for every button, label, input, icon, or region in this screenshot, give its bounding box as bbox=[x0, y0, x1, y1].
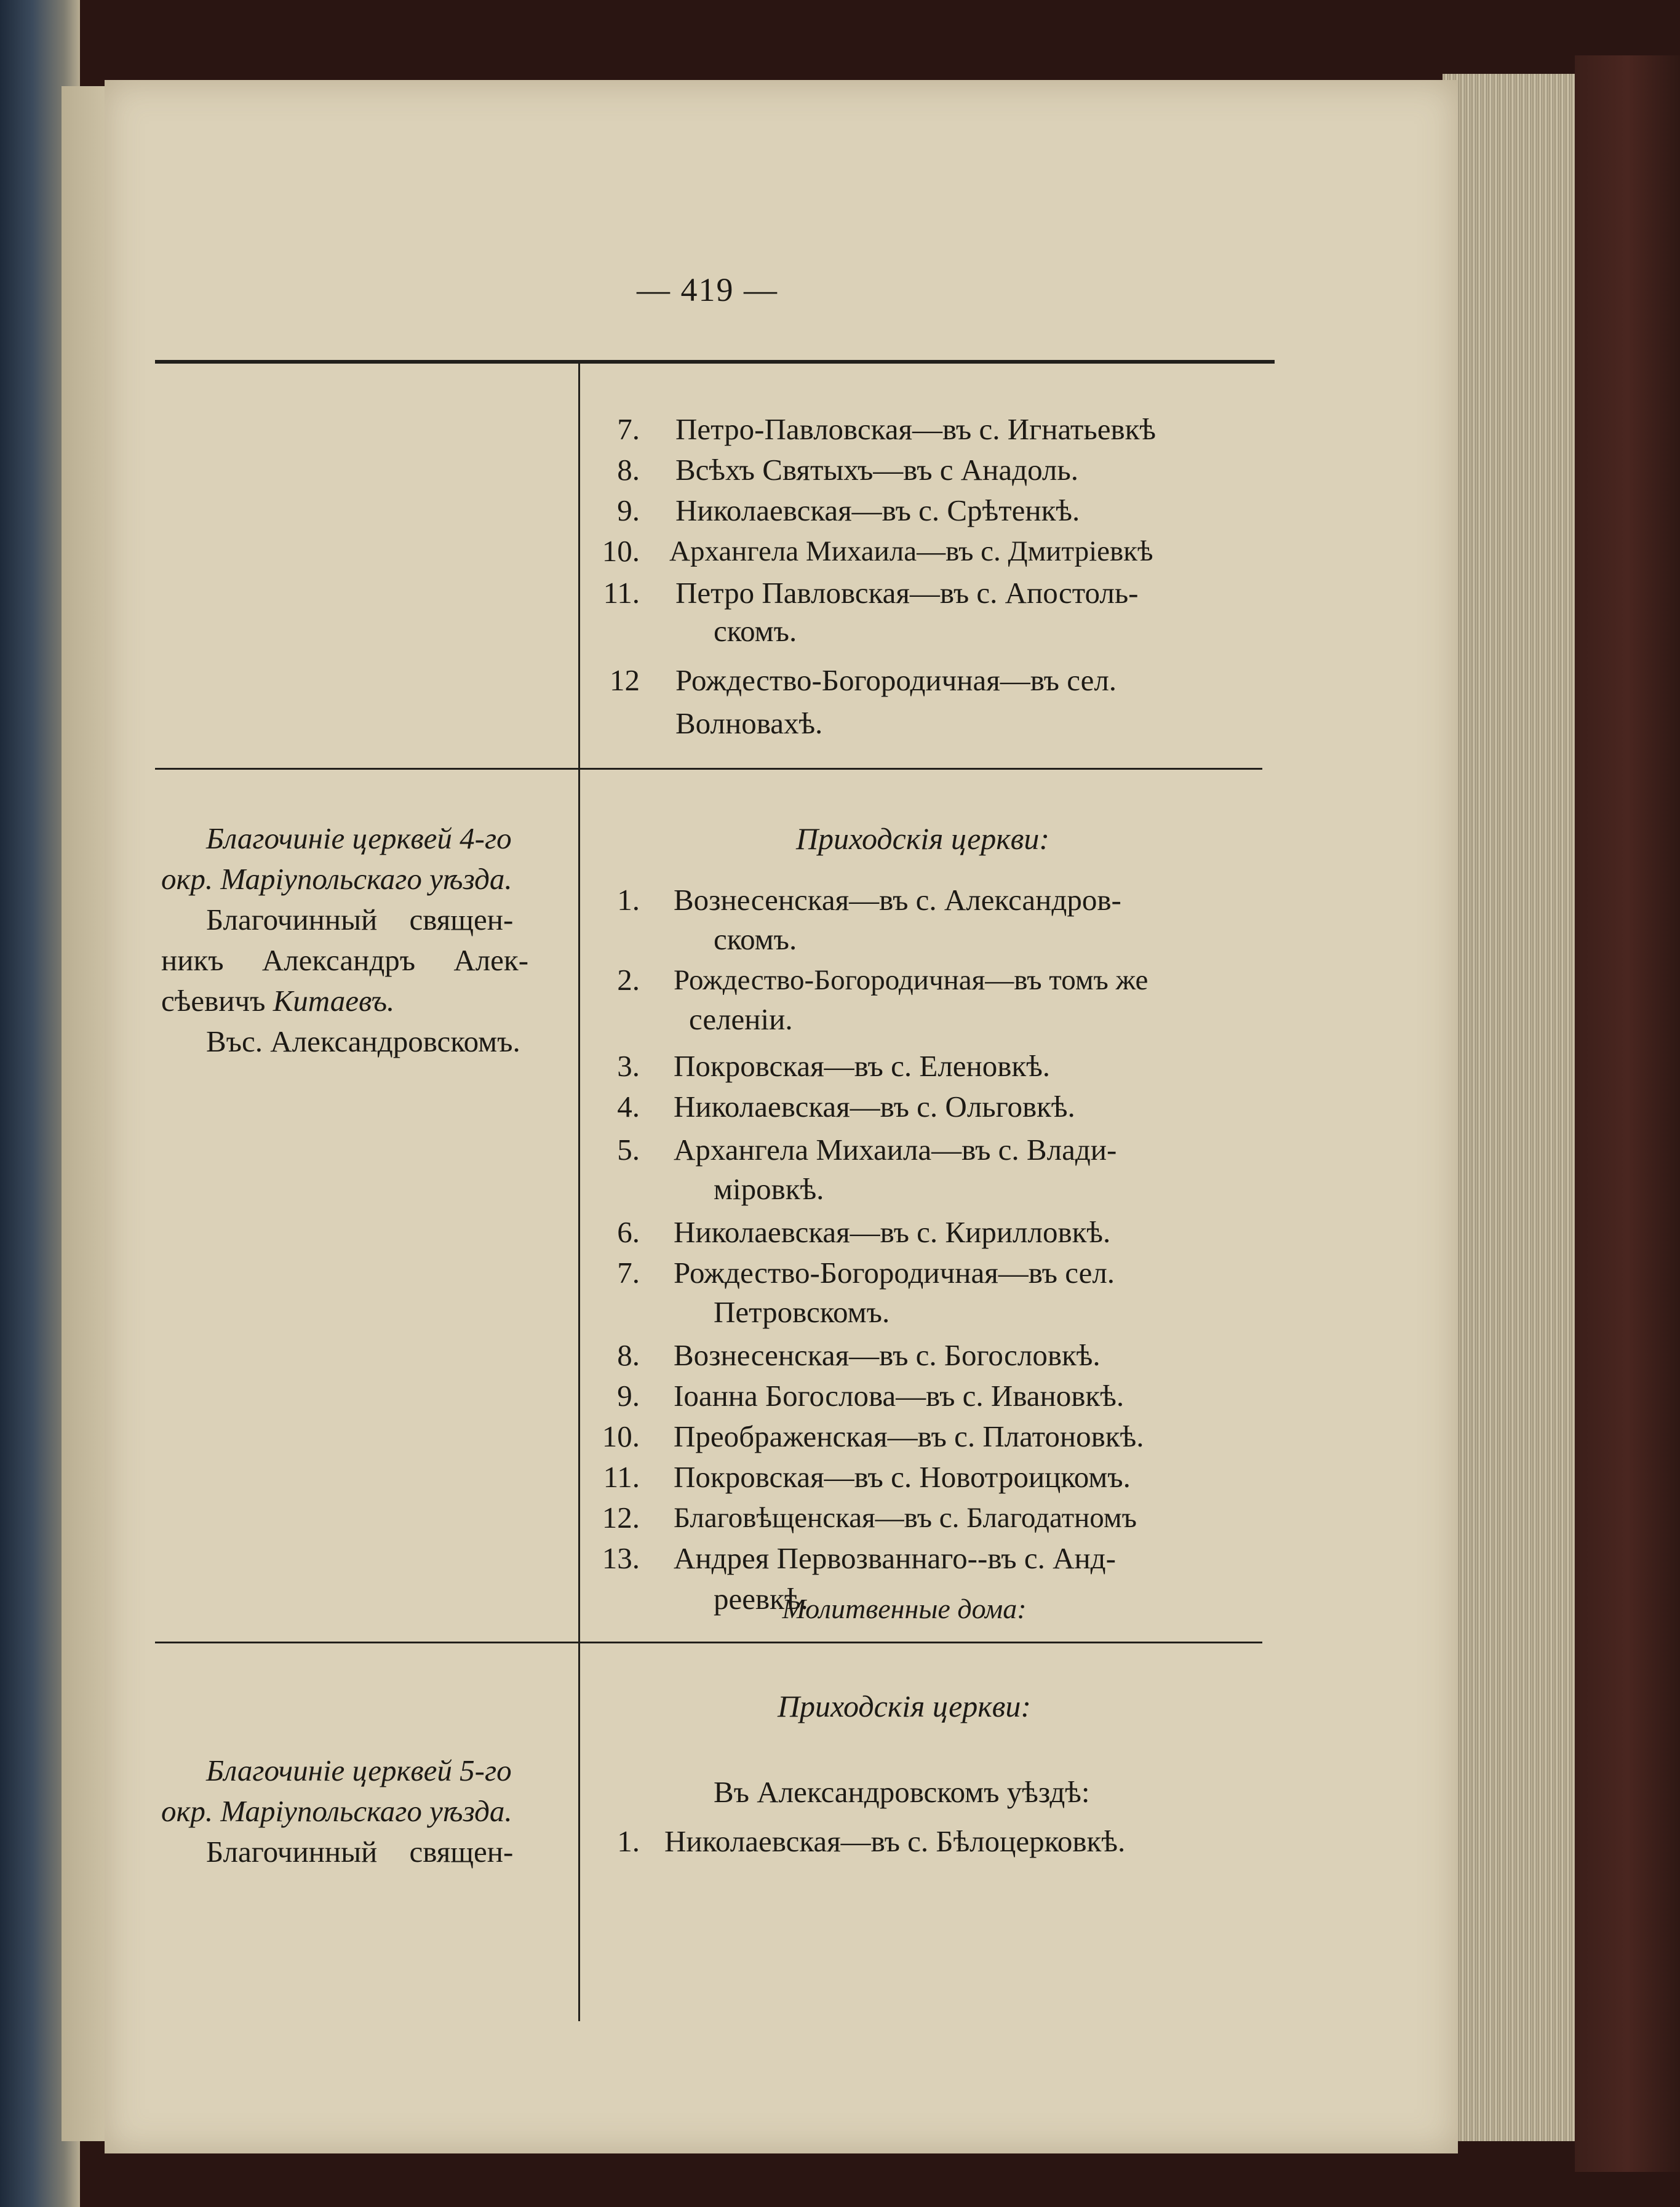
entry-number: 4. bbox=[617, 1090, 640, 1123]
table-top-rule bbox=[155, 360, 1275, 364]
entry-number: 2. bbox=[617, 963, 640, 997]
entry-number: 9. bbox=[617, 493, 640, 527]
entry-number: 3. bbox=[617, 1049, 640, 1083]
entry-number: 12. bbox=[602, 1501, 640, 1535]
entry-number: 8. bbox=[617, 453, 640, 487]
prayer-houses-heading: Молитвенные дома: bbox=[782, 1593, 1027, 1624]
deanery-district: окр. Маріупольскаго уѣзда. bbox=[161, 862, 512, 896]
entry-text: Преображенская—въ с. Платоновкѣ. bbox=[674, 1419, 1144, 1453]
entry-text: Благовѣщенская—въ с. Благодатномъ bbox=[674, 1502, 1137, 1534]
entry-text: Всѣхъ Святыхъ—въ с Анадоль. bbox=[675, 453, 1078, 487]
entry-number: 13. bbox=[602, 1541, 640, 1575]
entry-text: Іоанна Богослова—въ с. Ивановкѣ. bbox=[674, 1379, 1125, 1413]
entry-number: 1. bbox=[617, 883, 640, 917]
entry-text: Петро-Павловская—въ с. Игнатьевкѣ bbox=[675, 412, 1156, 446]
entry-text: Николаевская—въ с. Ольговкѣ. bbox=[674, 1090, 1075, 1123]
entry-number: 11. bbox=[603, 576, 640, 610]
section-heading: Приходскія церкви: bbox=[795, 821, 1050, 856]
entry-text: Рождество-Богородичная—въ томъ же bbox=[674, 964, 1149, 996]
entry-number: 6. bbox=[617, 1215, 640, 1249]
dean-line: Благочинный священ- bbox=[206, 903, 514, 936]
entry-number: 9. bbox=[617, 1379, 640, 1413]
entry-number: 5. bbox=[617, 1133, 640, 1167]
deanery-district: окр. Маріупольскаго уѣзда. bbox=[161, 1794, 512, 1828]
entry-number: 12 bbox=[610, 663, 640, 697]
entry-continuation: скомъ. bbox=[714, 614, 797, 648]
entry-text: Покровская—въ с. Еленовкѣ. bbox=[674, 1049, 1051, 1083]
entry-number: 10. bbox=[602, 534, 640, 568]
book-cover-right bbox=[1575, 55, 1680, 2172]
entry-text: Николаевская—въ с. Срѣтенкѣ. bbox=[675, 493, 1080, 527]
entry-number: 8. bbox=[617, 1338, 640, 1372]
dean-patronymic: сѣевичъ bbox=[161, 984, 273, 1018]
section-divider-1 bbox=[155, 768, 1262, 770]
section-heading: Приходскія церкви: bbox=[777, 1689, 1032, 1723]
section-divider-2 bbox=[155, 1642, 1262, 1643]
deanery-title: Благочиніе церквей 5-го bbox=[206, 1754, 512, 1787]
column-divider-lower bbox=[578, 1714, 580, 2021]
district-subheading: Въ Александровскомъ уѣздѣ: bbox=[714, 1775, 1090, 1809]
deanery-title: Благочиніе церквей 4-го bbox=[206, 821, 512, 855]
entry-number: 7. bbox=[617, 1256, 640, 1290]
entry-continuation: селеніи. bbox=[689, 1002, 793, 1036]
entry-text: Вознесенская—въ с. Богословкѣ. bbox=[674, 1338, 1101, 1372]
entry-text: Рождество-Богородичная—въ сел. bbox=[674, 1256, 1115, 1290]
dean-name-line: никъ Александръ Алек- bbox=[161, 943, 529, 977]
entry-number: 7. bbox=[617, 412, 640, 446]
entry-text: Андрея Первозваннаго--въ с. Анд- bbox=[674, 1541, 1116, 1575]
entry-continuation: міровкѣ. bbox=[714, 1172, 824, 1206]
dean-residence: Въс. Александровскомъ. bbox=[206, 1024, 520, 1058]
page-number: — 419 — bbox=[637, 271, 778, 308]
entry-text: Архангела Михаила—въ с. Влади- bbox=[674, 1133, 1117, 1167]
entry-number: 1. bbox=[617, 1824, 640, 1858]
entry-number: 11. bbox=[603, 1460, 640, 1494]
dean-surname: Китаевъ. bbox=[273, 984, 395, 1018]
entry-number: 10. bbox=[602, 1419, 640, 1453]
entry-continuation: Петровскомъ. bbox=[714, 1295, 890, 1329]
dean-surname-line bbox=[161, 981, 394, 1021]
page-stack-edges bbox=[1443, 74, 1587, 2141]
dean-line: Благочинный священ- bbox=[206, 1835, 514, 1869]
entry-text: Архангела Михаила—въ с. Дмитріевкѣ bbox=[669, 535, 1153, 567]
entry-text: Николаевская—въ с. Кирилловкѣ. bbox=[674, 1215, 1111, 1249]
entry-text: Покровская—въ с. Новотроицкомъ. bbox=[674, 1460, 1131, 1494]
entry-continuation: реевкѣ. bbox=[714, 1582, 808, 1616]
entry-text: Петро Павловская—въ с. Апостоль- bbox=[675, 576, 1139, 610]
entry-text: Рождество-Богородичная—въ сел. bbox=[675, 663, 1117, 697]
entry-text: Николаевская—въ с. Бѣлоцерковкѣ. bbox=[664, 1824, 1126, 1858]
entry-continuation: скомъ. bbox=[714, 922, 797, 956]
entry-continuation: Волновахѣ. bbox=[675, 706, 823, 740]
entry-text: Вознесенская—въ с. Александров- bbox=[674, 883, 1121, 917]
